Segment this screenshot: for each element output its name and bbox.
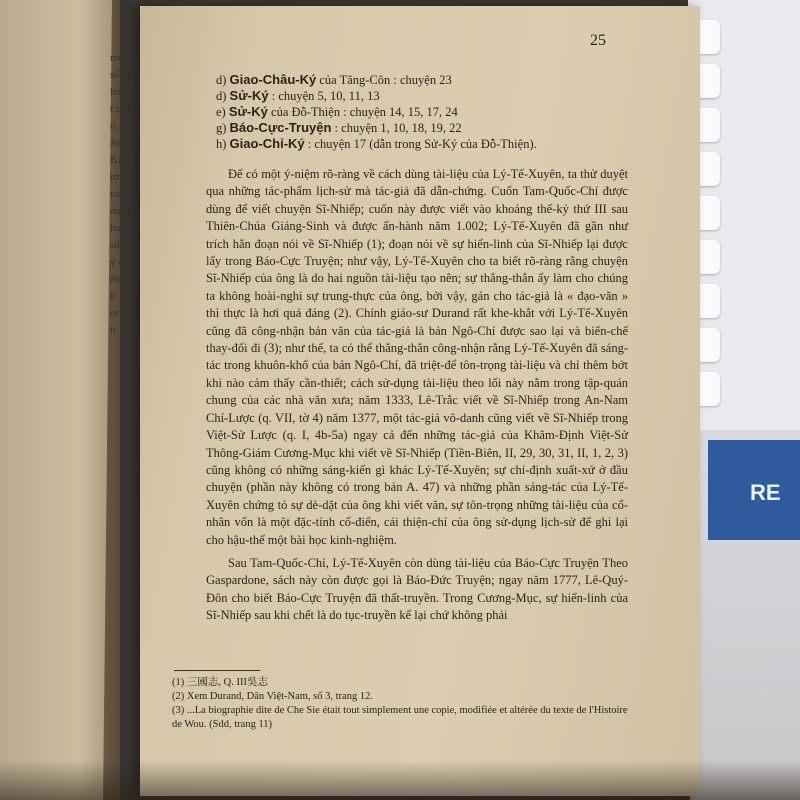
- source-details: : chuyện 5, 10, 11, 13: [268, 89, 380, 103]
- source-title: Giao-Châu-Ký: [229, 72, 317, 87]
- left-margin-fragment: nay: [110, 188, 126, 200]
- left-margin-fragment: ưng: [110, 171, 127, 183]
- left-margin-fragment: it: [110, 324, 117, 336]
- left-margin-fragment: sống: [110, 69, 131, 81]
- source-title: Báo-Cực-Truyện: [229, 120, 332, 135]
- source-details: của Đỗ-Thiện : chuyện 14, 15, 17, 24: [267, 105, 458, 119]
- left-margin-fragment: ỳ ở: [110, 256, 125, 268]
- source-title: Giao-Chỉ-Ký: [229, 136, 305, 151]
- left-margin-fragment: k: [110, 290, 116, 302]
- paragraph: Sau Tam-Quốc-Chí, Lý-Tế-Xuyên còn dùng tài-liệu của Báo-Cực Truyện Theo Gaspardone, sách này còn được gọi là Báo-Đức Truyện; ngay năm 1777, Lê-Quý-Đôn cho biết Báo-Cực Truyện đã thất-truyền. Trong Cương-Mục, sự hiển-linh của Sĩ-Nhiếp sau khi chết là do tục-truyền kể lại chứ không phải: [206, 555, 628, 623]
- source-marker: e): [216, 105, 229, 119]
- source-marker: d): [216, 89, 230, 103]
- source-list-item: [216, 120, 656, 136]
- left-margin-fragment: mọi: [110, 52, 128, 64]
- source-details: của Tăng-Côn : chuyện 23: [316, 73, 452, 87]
- source-list-item: [216, 72, 656, 88]
- source-list: [216, 72, 656, 152]
- left-margin-text: [110, 50, 134, 339]
- left-margin-fragment: hóa: [110, 86, 126, 98]
- keyboard-background: [688, 0, 800, 430]
- left-page-edge: [0, 0, 112, 800]
- footnote: (2) Xem Durand, Dân Việt-Nam, số 3, trang 12.: [172, 691, 373, 702]
- left-margin-fragment: n -: [110, 120, 122, 132]
- source-details: : chuyện 1, 10, 18, 19, 22: [331, 121, 462, 135]
- paragraph: Để có một ý-niệm rõ-ràng về cách dùng tài-liệu của Lý-Tế-Xuyên, ta thử duyệt qua những tác-phẩm lịch-sử mà tác-giả đã dẫn-chứng. Cuốn Tam-Quốc-Chí được dùng để viết chuyện Sĩ-Nhiếp; cuốn này được viết vào khoảng thế-kỷ thứ III sau Thiên-Chúa Giáng-Sinh và được ấn-hành năm 1.002; Lý-Tế-Xuyên đã gần như trích hẳn đoạn nói về Sĩ-Nhiếp (1); đoạn nói về sự hiển-linh của Sĩ-Nhiếp lại được lấy trong Báo-Cực Truyện; như vậy, Lý-Tế-Xuyên cho ta biết rõ-ràng rằng chuyện Sĩ-Nhiếp của ông là do hai nguồn tài-liệu tạo nên; sự thẳng-thắn ấy làm cho chúng ta không hoài-nghi sự trung-thực của ông, bởi vậy, gán cho tác-giả là « đạo-văn » thì thực là hơi quá đáng (2). Chính giáo-sư Durand rất khe-khắt với Lý-Tế-Xuyên cũng đã công-nhận bản văn của tác-giả là bản Ngô-Chí được sao lại và biến-chế thay-đổi đi (3); như thế, ta có thể thẳng-thắn công-nhận rằng Lý-Tế-Xuyên đã sáng-tác trong khuôn-khổ của bản Ngô-Chí, đã triệt-để tôn-trọng tài-liệu và chỉ thêm bớt khi nào cảm thấy cần-thiết; cách sử-dụng tài-liệu theo lối này nằm trong tập-quán chung của các nhà văn xưa; năm 1333, Lê-Trắc viết về Sĩ-Nhiếp trong An-Nam Chí-Lược (q. VII, tờ 4) năm 1377, một tác-giả vô-danh cũng viết về Sĩ-Nhiếp trong Việt-Sử Lược (q. I, 4b-5a) ngay cả đến những tác-giả của Khâm-Định Việt-Sử Thông-Giám Cương-Mục khi viết về Sĩ-Nhiếp (Tiền-Biên, II, 29, 30, 31, II, 1, 2, 3) cũng không có những sáng-kiến gì khác Lý-Tế-Xuyên; sự chỉ-định xuất-xứ ở đầu chuyện (phần này không có trong bản A. 47) và những phần sáng-tác của Lý-Tế-Xuyên chứng tỏ sự dè-dặt của ông khi viết văn, sự tôn-trọng những tài-liệu của cổ-nhân vốn là một đặc-tính cổ-điển, cái thiện-chí của ông sử-dụng lịch-sử để ghi lại cho hậu-thế một bài học kinh-nghiệm.: [206, 167, 628, 547]
- left-margin-fragment: ằng: [110, 137, 126, 149]
- source-marker: d): [216, 73, 230, 87]
- left-margin-fragment: ot: [110, 307, 119, 319]
- source-title: Sử-Ký: [229, 88, 269, 103]
- footnote: (1) 三國志, Q. III吳志: [172, 677, 268, 688]
- background-label: RE: [750, 480, 781, 505]
- left-margin-fragment: t trời: [110, 103, 132, 115]
- page-number: 25: [590, 32, 606, 49]
- source-details: : chuyện 17 (dẫn trong Sử-Ký của Đỗ-Thiện).: [304, 137, 537, 151]
- bottom-shadow: [0, 760, 800, 800]
- source-list-item: [216, 104, 656, 120]
- footnotes: [172, 676, 632, 732]
- source-title: Sử-Ký: [228, 104, 268, 119]
- footnote: (3) ...La biographie dite de Che Sie était tout simplement une copie, modifiée et altérée du texte de l'Histoire de Wou. (Sdd, trang 11): [172, 705, 628, 730]
- left-margin-fragment: sử: [110, 239, 121, 251]
- footnote-divider: [174, 670, 260, 671]
- source-list-item: [216, 88, 656, 104]
- book-page: [140, 6, 700, 796]
- body-text: [206, 166, 628, 625]
- left-margin-fragment: ên: [110, 273, 121, 285]
- source-marker: g): [216, 121, 230, 135]
- source-list-item: [216, 136, 656, 152]
- left-margin-fragment: dụng: [110, 205, 132, 217]
- left-margin-fragment: hay: [110, 222, 126, 234]
- left-margin-fragment: Kiết: [110, 154, 129, 166]
- source-marker: h): [216, 137, 230, 151]
